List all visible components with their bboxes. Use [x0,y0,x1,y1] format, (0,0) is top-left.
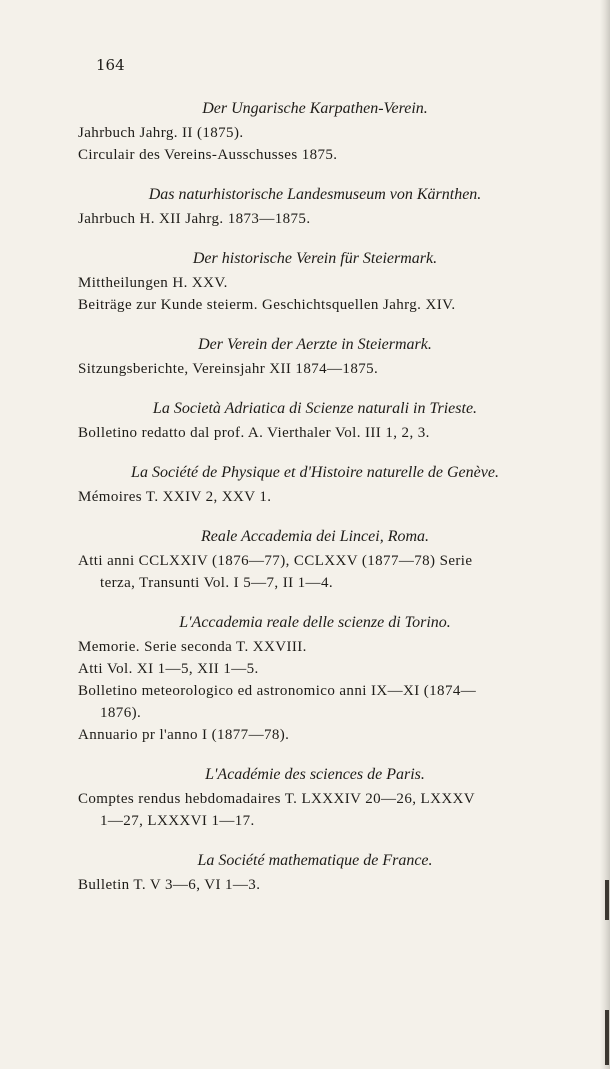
entry-line: Beiträge zur Kunde steierm. Geschichtsquellen Jahrg. XIV. [78,297,456,313]
section-heading: La Società Adriatica di Scienze naturali in Trieste. [152,400,478,417]
section-heading: Das naturhistorische Landesmuseum von Kärnthen. [148,186,482,203]
entry-line: Bolletino redatto dal prof. A. Vierthaler Vol. III 1, 2, 3. [78,425,430,441]
section-verein-aerzte-steiermark [78,334,552,380]
entry-line: Mittheilungen H. XXV. [78,275,228,291]
entry-line: Sitzungsberichte, Vereinsjahr XII 1874—1875. [78,361,379,377]
entry-line: Jahrbuch Jahrg. II (1875). [78,125,244,141]
entry-line: Memorie. Serie seconda T. XXVIII. [78,639,307,655]
section-heading: Der Verein der Aerzte in Steiermark. [198,336,432,353]
section-historische-verein-steiermark [78,248,552,316]
entry-line: Comptes rendus hebdomadaires T. LXXXIV 20—26, LXXXV [78,791,476,807]
section-accademia-lincei [78,526,552,594]
section-heading: L'Académie des sciences de Paris. [205,766,425,783]
section-heading: La Société de Physique et d'Histoire naturelle de Genève. [131,464,499,481]
page-edge [600,0,610,1069]
section-accademia-torino [78,612,552,746]
entry-line: Bulletin T. V 3—6, VI 1—3. [78,877,261,893]
entry-line: 1876). [100,705,142,721]
entry-line: Bolletino meteorologico ed astronomico anni IX—XI (1874— [78,683,477,699]
section-heading: L'Accademia reale delle scienze di Torino. [179,614,451,631]
entry-line: Mémoires T. XXIV 2, XXV 1. [78,489,272,505]
section-heading: Der Ungarische Karpathen-Verein. [202,100,428,117]
entry-line: Annuario pr l'anno I (1877—78). [78,727,290,743]
section-societe-mathematique-france [78,850,552,896]
section-heading: Der historische Verein für Steiermark. [192,250,438,267]
section-landesmuseum-kaernthen [78,184,552,230]
section-academie-sciences-paris [78,764,552,832]
entry-line: Jahrbuch H. XII Jahrg. 1873—1875. [78,211,311,227]
section-societe-physique-geneve [78,462,552,508]
content [78,98,552,914]
section-heading: La Société mathematique de France. [197,852,433,869]
section-heading: Reale Accademia dei Lincei, Roma. [200,528,430,545]
entry-line: Atti Vol. XI 1—5, XII 1—5. [78,661,259,677]
entry-line: 1—27, LXXXVI 1—17. [100,813,255,829]
edge-mark [605,1010,609,1065]
entry-line: Atti anni CCLXXIV (1876—77), CCLXXV (1877—78) Serie [78,553,473,569]
entry-line: Circulair des Vereins-Ausschusses 1875. [78,147,338,163]
entry-line: terza, Transunti Vol. I 5—7, II 1—4. [100,575,334,591]
edge-mark [605,880,609,920]
page-number: 164 [96,56,125,74]
section-ungarische-karpathen-verein [78,98,552,166]
section-societa-adriatica [78,398,552,444]
